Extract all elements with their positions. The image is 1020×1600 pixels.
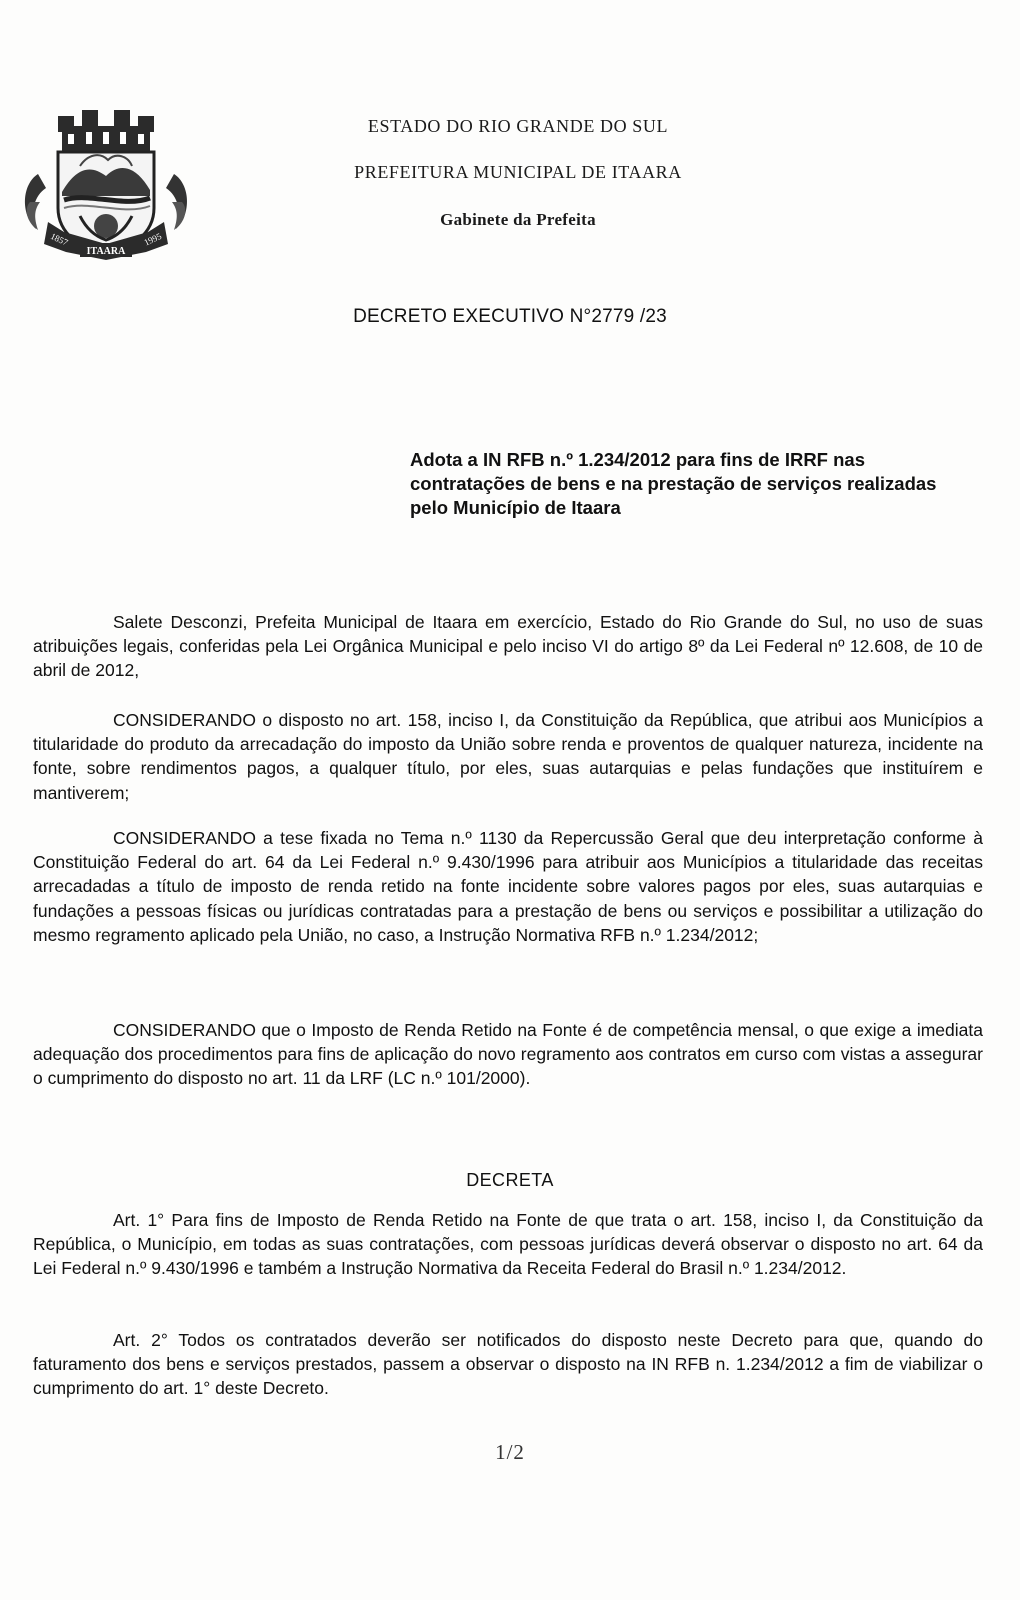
state-name: ESTADO DO RIO GRANDE DO SUL [367, 116, 669, 136]
considerando-paragraph-3: CONSIDERANDO que o Imposto de Renda Retido na Fonte é de competência mensal, o que exige a imediata adequação dos procedimentos para fins de aplicação do novo regramento aos contratos em curso com vistas a assegurar o cumprimento do disposto no art. 11 da LRF (LC n.º 101/2000). [33, 1020, 983, 1089]
decreta-heading: DECRETA [466, 1170, 554, 1190]
considerando-paragraph-1: CONSIDERANDO o disposto no art. 158, inciso I, da Constituição da República, que atribui aos Municípios a titularidade do produto da arrecadação do imposto da União sobre renda e proventos de qualquer natureza, incidente na fonte, sobre rendimentos pagos, a qualquer título, por eles, suas autarquias e pelas fundações que instituírem e mantiverem; [33, 710, 983, 803]
decree-title: DECRETO EXECUTIVO N°2779 /23 [353, 306, 667, 327]
svg-text:1857: 1857 [48, 230, 70, 248]
considerando-paragraph-2: CONSIDERANDO a tese fixada no Tema n.º 1130 da Repercussão Geral que deu interpretação conforme à Constituição Federal do art. 64 da Lei Federal n.º 9.430/1996 para atribuir aos Municípios a titularidade das receitas arrecadadas a título de imposto de renda retido na fonte incidente sobre valores pagos por eles, suas autarquias e fundações a pessoas físicas ou jurídicas contratadas para a prestação de bens ou serviços e possibilitar a utilização do mesmo regramento aplicado pela União, no caso, a Instrução Normativa RFB n.º 1.234/2012; [33, 828, 983, 945]
municipality-name: PREFEITURA MUNICIPAL DE ITAARA [354, 162, 682, 182]
article-1: Art. 1° Para fins de Imposto de Renda Retido na Fonte de que trata o art. 158, inciso I, da Constituição da República, o Município, em todas as suas contratações, com pessoas jurídicas deverá observar o disposto no art. 64 da Lei Federal n.º 9.430/1996 e também a Instrução Normativa da Receita Federal do Brasil n.º 1.234/2012. [33, 1210, 983, 1279]
page-number: 1/2 [495, 1440, 525, 1464]
preamble-paragraph: Salete Desconzi, Prefeita Municipal de Itaara em exercício, Estado do Rio Grande do Sul, no uso de suas atribuições legais, conferidas pela Lei Orgânica Municipal e pelo inciso VI do artigo 8º da Lei Federal nº 12.608, de 10 de abril de 2012, [33, 612, 983, 681]
office-name: Gabinete da Prefeita [440, 210, 596, 229]
svg-text:1995: 1995 [142, 230, 164, 248]
decree-ementa: Adota a IN RFB n.º 1.234/2012 para fins de IRRF nas contratações de bens e na prestação de serviços realizadas pelo Município de Itaara [410, 449, 937, 518]
svg-text:ITAARA: ITAARA [86, 246, 126, 257]
article-2: Art. 2° Todos os contratados deverão ser notificados do disposto neste Decreto para que, quando do faturamento dos bens e serviços prestados, passem a observar o disposto na IN RFB n. 1.234/2012 a fim de viabilizar o cumprimento do art. 1° deste Decreto. [33, 1330, 983, 1399]
